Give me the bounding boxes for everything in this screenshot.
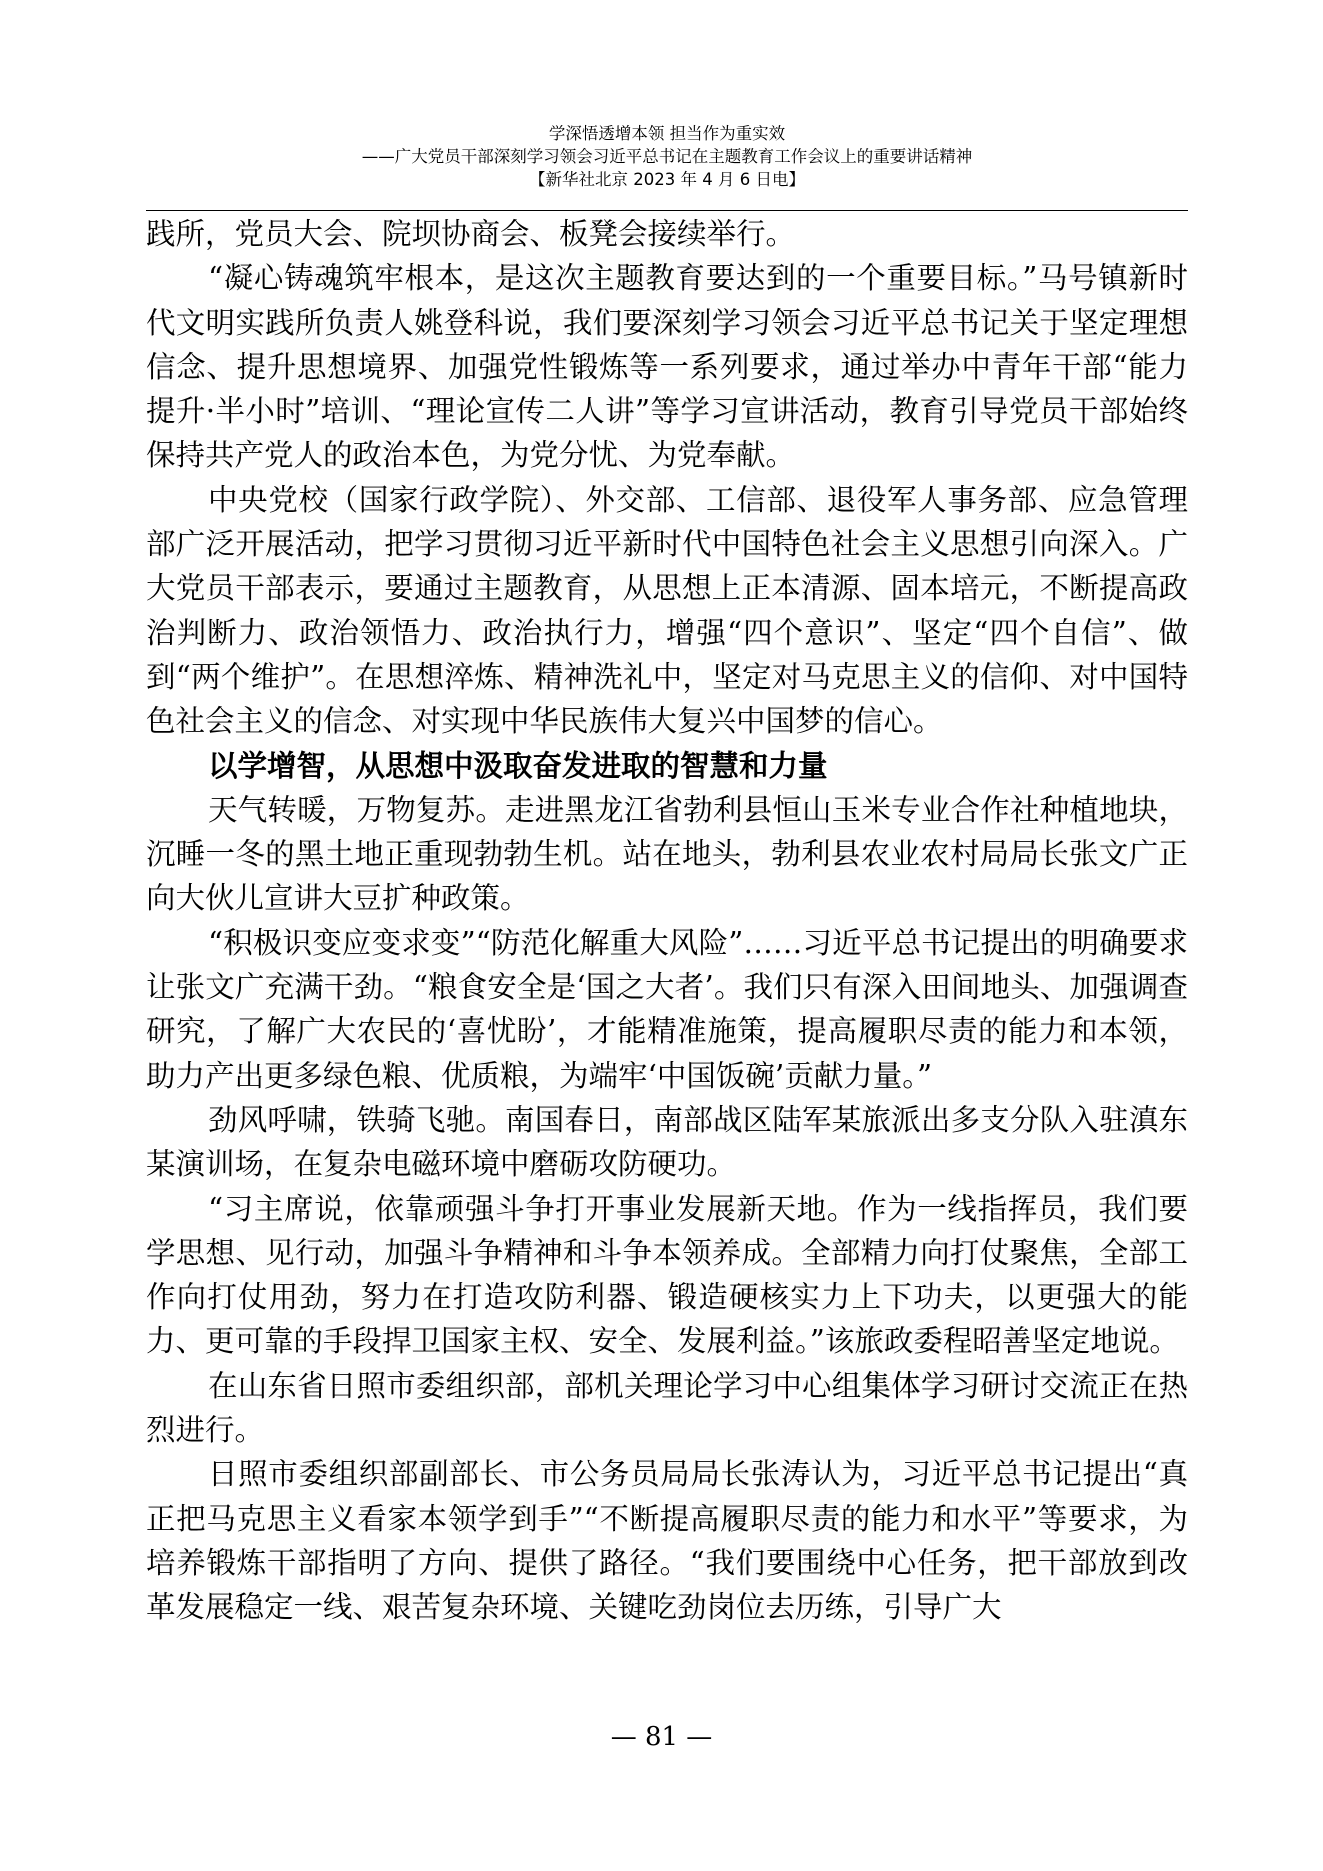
paragraph: 在山东省日照市委组织部，部机关理论学习中心组集体学习研讨交流正在热烈进行。 [146, 1368, 1188, 1448]
header-dateline: 【新华社北京 2023 年 4 月 6 日电】 [529, 170, 805, 189]
header-title: 学深悟透增本领 担当作为重实效 [548, 124, 786, 143]
paragraph: 天气转暖，万物复苏。走进黑龙江省勃利县恒山玉米专业合作社种植地块，沉睡一冬的黑土地正重现勃勃生机。站在地头，勃利县农业农村局局长张文广正向大伙儿宣讲大豆扩种政策。 [146, 792, 1188, 916]
page-number: — 81 — [610, 1722, 713, 1752]
paragraph: “积极识变应变求变”“防范化解重大风险”……习近平总书记提出的明确要求让张文广充满干劲。“粮食安全是‘国之大者’。我们只有深入田间地头、加强调查研究，了解广大农民的‘喜忧盼’，才能精准施策，提高履职尽责的能力和本领，助力产出更多绿色粮、优质粮，为端牢‘中国饭碗’贡献力量。” [146, 925, 1188, 1093]
article-body [146, 212, 1188, 1630]
running-header [146, 122, 1188, 191]
paragraph: 劲风呼啸，铁骑飞驰。南国春日，南部战区陆军某旅派出多支分队入驻滇东某演训场，在复杂电磁环境中磨砺攻防硬功。 [146, 1102, 1188, 1182]
paragraph: 日照市委组织部副部长、市公务员局局长张涛认为，习近平总书记提出“真正把马克思主义看家本领学到手”“不断提高履职尽责的能力和水平”等要求，为培养锻炼干部指明了方向、提供了路径。“我们要围绕中心任务，把干部放到改革发展稳定一线、艰苦复杂环境、关键吃劲岗位去历练，引导广大 [146, 1457, 1188, 1625]
paragraph-continued: 践所，党员大会、院坝协商会、板凳会接续举行。 [146, 217, 796, 251]
paragraph: “凝心铸魂筑牢根本，是这次主题教育要达到的一个重要目标。”马号镇新时代文明实践所负责人姚登科说，我们要深刻学习领会习近平总书记关于坚定理想信念、提升思想境界、加强党性锻炼等一系列要求，通过举办中青年干部“能力提升·半小时”培训、“理论宣传二人讲”等学习宣讲活动，教育引导党员干部始终保持共产党人的政治本色，为党分忧、为党奉献。 [146, 261, 1188, 473]
paragraph: “习主席说，依靠顽强斗争打开事业发展新天地。作为一线指挥员，我们要学思想、见行动，加强斗争精神和斗争本领养成。全部精力向打仗聚焦，全部工作向打仗用劲，努力在打造攻防利器、锻造硬核实力上下功夫，以更强大的能力、更可靠的手段捍卫国家主权、安全、发展利益。”该旅政委程昭善坚定地说。 [146, 1191, 1188, 1359]
header-rule [146, 210, 1188, 211]
header-subtitle: ——广大党员干部深刻学习领会习近平总书记在主题教育工作会议上的重要讲话精神 [361, 147, 973, 166]
paragraph: 中央党校（国家行政学院）、外交部、工信部、退役军人事务部、应急管理部广泛开展活动，把学习贯彻习近平新时代中国特色社会主义思想引向深入。广大党员干部表示，要通过主题教育，从思想上正本清源、固本培元，不断提高政治判断力、政治领悟力、政治执行力，增强“四个意识”、坚定“四个自信”、做到“两个维护”。在思想淬炼、精神洗礼中，坚定对马克思主义的信仰、对中国特色社会主义的信念、对实现中华民族伟大复兴中国梦的信心。 [146, 482, 1188, 739]
section-heading: 以学增智，从思想中汲取奋发进取的智慧和力量 [208, 748, 828, 783]
